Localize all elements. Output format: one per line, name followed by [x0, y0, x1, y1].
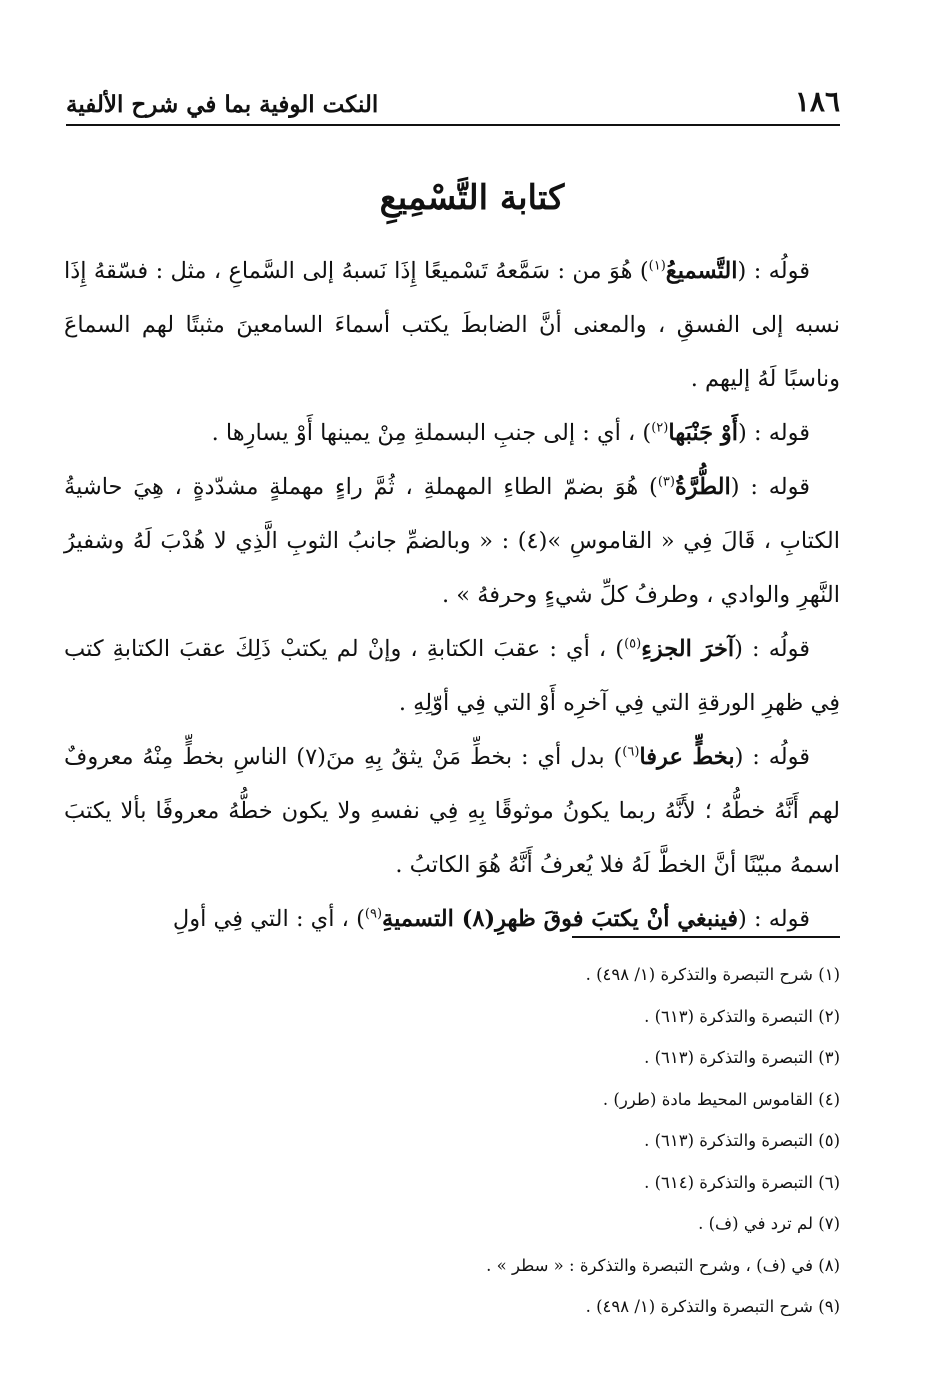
footnote-ref: (٣): [657, 474, 675, 490]
paragraph-lead: قولُه : (: [734, 744, 810, 770]
footnote-separator: [572, 936, 840, 938]
paragraph: [64, 730, 840, 892]
footnote: (٩) شرح التبصرة والتذكرة (١/ ٤٩٨) .: [585, 1297, 840, 1316]
section-title: كتابة التَّسْمِيعِ: [379, 178, 565, 218]
footnote: (٥) التبصرة والتذكرة (٦١٣) .: [644, 1131, 840, 1150]
header-rule: [66, 124, 840, 126]
footnote: (٦) التبصرة والتذكرة (٦١٤) .: [644, 1172, 840, 1192]
paragraph: [64, 460, 840, 622]
paragraph: [64, 406, 840, 460]
footnote: (٧) لم ترد في (ف) .: [698, 1214, 840, 1233]
footnote: (٤) القاموس المحيط مادة (طرر) .: [602, 1089, 840, 1109]
footnote-ref: (٥): [624, 636, 642, 652]
paragraph-text: ) بدل أي : بخطِّ مَنْ يثقُ بِهِ منَ(٧) الناسِ بخطٍّ مِنْهُ معروفٌ لهم أَنَّهُ خطُّهُ ؛ لأَنَّهُ ربما يكونُ موثوقًا بِهِ فِي نفسهِ ولا يكون خطُّهُ معروفًا بألا يكتبَ اسمهُ مبيّنًا أنَّ الخطَّ لَهُ فلا يُعرفُ أَنَّهُ هُوَ الكاتبُ .: [64, 744, 840, 878]
running-title: النكت الوفية بما في شرح الألفية: [66, 91, 379, 118]
paragraph-text: ) هُوَ بضمّ الطاءِ المهملةِ ، ثُمَّ راءٍ مهملةٍ مشدّدةٍ ، هِيَ حاشيةُ الكتابِ ، قَالَ فِي « القاموسِ »(٤) : « وبالضمِّ جانبُ الثوبِ الَّذِي لا هُدْبَ لَهُ وشفيرُ النَّهرِ والوادي ، وطرفُ كلِّ شيءٍ وحرفهُ » .: [64, 474, 840, 608]
footnote: (٢) التبصرة والتذكرة (٦١٣) .: [644, 1006, 840, 1026]
footnote-ref: (٢): [651, 420, 669, 436]
footnote-ref: (٦): [622, 744, 640, 760]
paragraph-text: ) ، أي : التي فِي أولِ: [172, 906, 365, 932]
paragraph-lead: قوله : (: [738, 420, 810, 446]
quoted-term: بخطٍّ عرفا: [639, 744, 735, 770]
footnote: (١) شرح التبصرة والتذكرة (١/ ٤٩٨) .: [585, 965, 840, 984]
footnote: (٣) التبصرة والتذكرة (٦١٣) .: [644, 1048, 840, 1067]
paragraph-text: ) هُوَ من : سَمَّعهُ تَسْميعًا إِذَا نَسبهُ إلى السَّماعِ ، مثل : فسّقهُ إِذَا نسبه إلى الفسقِ ، والمعنى أنَّ الضابطَ يكتب أسماءَ السامعينَ مثبتًا لهم السماعَ وناسبًا لَهُ إليهم .: [64, 258, 840, 392]
quoted-term: أَوْ جَنْبَها: [668, 420, 739, 446]
footnotes-list: [300, 960, 840, 1334]
quoted-term: الطُّرَّةُ: [674, 474, 731, 500]
paragraph-lead: قوله : (: [730, 474, 811, 500]
quoted-term: فينبغي أنْ يكتبَ فوقَ ظهرِ(٨) التسميةِ: [382, 906, 739, 932]
quoted-term: آخرَ الجزءِ: [641, 636, 735, 662]
paragraph-text: ) ، أي : عقبَ الكتابةِ ، وإنْ لم يكتبْ ذَلِكَ عقبَ الكتابةِ كتب فِي ظهرِ الورقةِ التي فِي آخرِه أَوْ التي فِي أوّلِهِ .: [64, 636, 840, 716]
paragraph-lead: قوله : (: [738, 906, 810, 932]
footnote-ref: (٩): [364, 906, 383, 922]
body-text: [64, 244, 840, 946]
paragraph: [64, 244, 840, 406]
paragraph-text: ) ، أي : إلى جنبِ البسملةِ مِنْ يمينها أَوْ يسارِها .: [211, 420, 652, 446]
page-number: ١٨٦: [794, 85, 840, 118]
footnote-ref: (١): [648, 258, 666, 274]
paragraph-lead: قولُه : (: [737, 258, 810, 284]
footnote: (٨) في (ف) ، وشرح التبصرة والتذكرة : « سطر » .: [486, 1255, 840, 1275]
page-header: [66, 78, 840, 118]
quoted-term: التَّسميعُ: [665, 258, 738, 284]
paragraph-lead: قولُه : (: [734, 636, 810, 662]
paragraph: [64, 622, 840, 730]
